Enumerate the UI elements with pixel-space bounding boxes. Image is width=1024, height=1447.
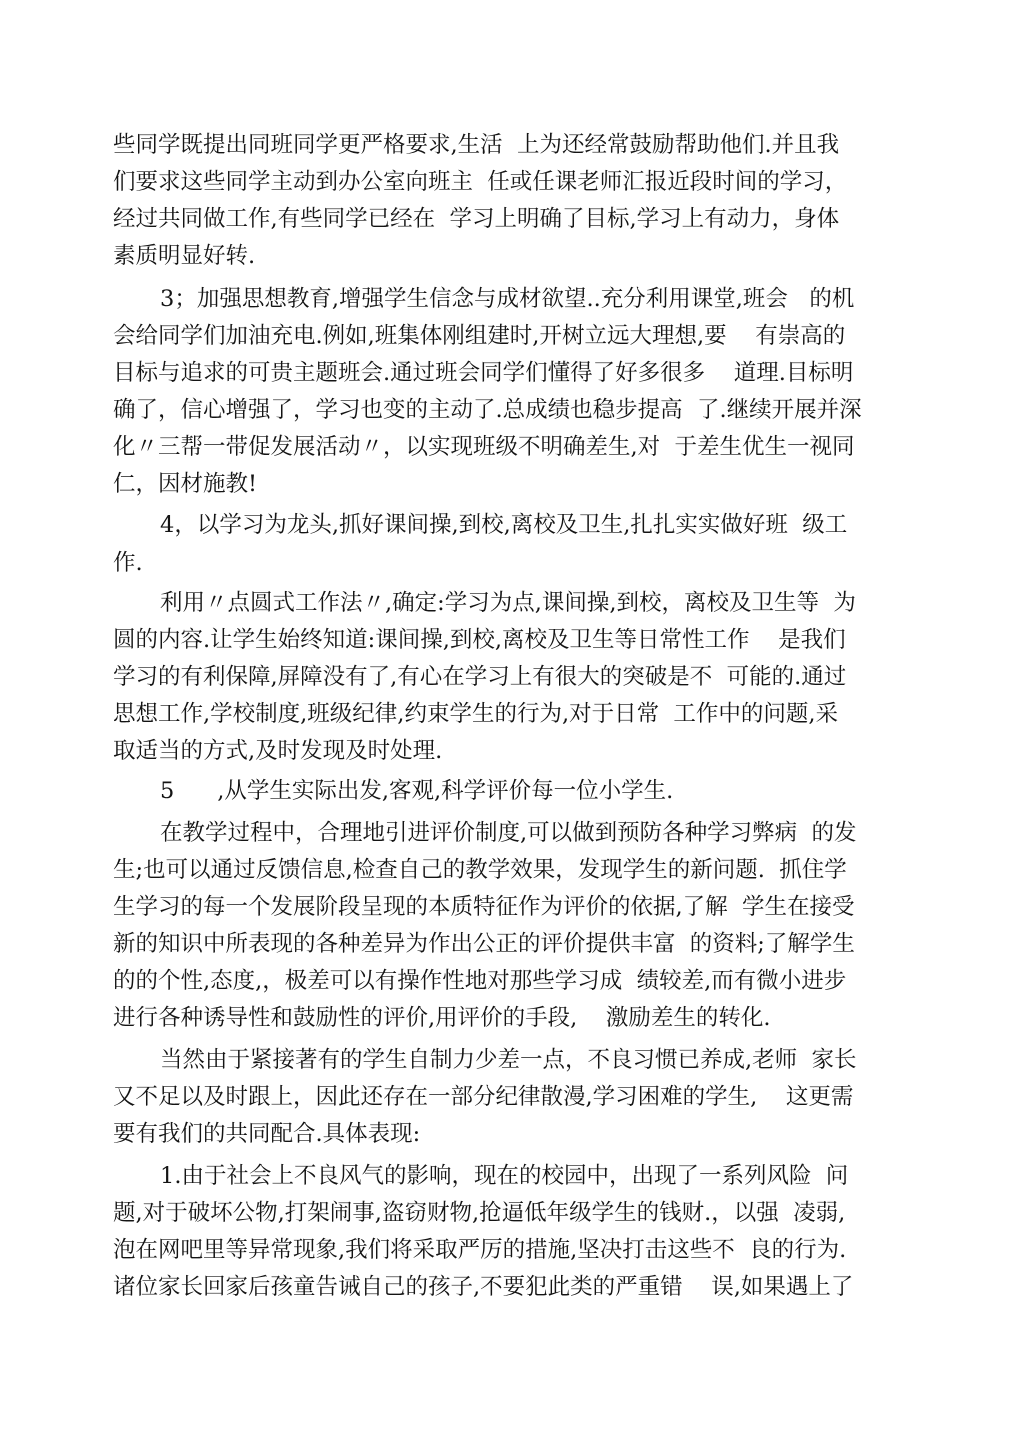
- text-line: 又不足以及时跟上，因此还存在一部分纪律散漫,学习困难的学生, 这更需: [113, 1084, 854, 1110]
- paragraph-start-line: 利用〃点圆式工作法〃,确定:学习为点,课间操,到校，离校及卫生等 为: [160, 590, 856, 616]
- text-line: 会给同学们加油充电.例如,班集体刚组建时,开树立远大理想,要 有崇高的: [113, 323, 846, 349]
- text-line: 素质明显好转.: [113, 243, 256, 269]
- text-line: 作.: [113, 550, 143, 576]
- text-line: 取适当的方式,及时发现及时处理.: [113, 738, 443, 764]
- paragraph-start-line: 3；加强思想教育,增强学生信念与成材欲望..充分利用课堂,班会 的机: [160, 286, 855, 312]
- paragraph-start-line: 4，以学习为龙头,抓好课间操,到校,离校及卫生,扎扎实实做好班 级工: [160, 512, 848, 538]
- text-line: 们要求这些同学主动到办公室向班主 任或任课老师汇报近段时间的学习，: [113, 169, 848, 195]
- text-line: 生学习的每一个发展阶段呈现的本质特征作为评价的依据,了解 学生在接受: [113, 894, 855, 920]
- text-line: 思想工作,学校制度,班级纪律,约束学生的行为,对于日常 工作中的问题,采: [113, 701, 839, 727]
- paragraph-start-line: 5 ,从学生实际出发,客观,科学评价每一位小学生.: [160, 778, 674, 804]
- text-line: 生;也可以通过反馈信息,检查自己的教学效果，发现学生的新问题. 抓住学: [113, 857, 847, 883]
- text-line: 泡在网吧里等异常现象,我们将采取严厉的措施,坚决打击这些不 良的行为.: [113, 1237, 847, 1263]
- text-line: 圆的内容.让学生始终知道:课间操,到校,离校及卫生等日常性工作 是我们: [113, 627, 846, 653]
- text-line: 的的个性,态度,，极差可以有操作性地对那些学习成 绩较差,而有微小进步: [113, 968, 847, 994]
- text-line: 经过共同做工作,有些同学已经在 学习上明确了目标,学习上有动力，身体: [113, 206, 840, 232]
- text-line: 化〃三帮一带促发展活动〃，以实现班级不明确差生,对 于差生优生一视同: [113, 434, 855, 460]
- text-line: 题,对于破坏公物,打架闹事,盗窃财物,抢逼低年级学生的钱财.，以强 凌弱,: [113, 1200, 846, 1226]
- text-line: 目标与追求的可贵主题班会.通过班会同学们懂得了好多很多 道理.目标明: [113, 360, 854, 386]
- text-line: 些同学既提出同班同学更严格要求,生活 上为还经常鼓励帮助他们.并且我: [113, 132, 840, 158]
- text-line: 要有我们的共同配合.具体表现:: [113, 1121, 421, 1147]
- paragraph-start-line: 当然由于紧接著有的学生自制力少差一点，不良习惯已养成,老师 家长: [160, 1047, 857, 1073]
- text-line: 进行各种诱导性和鼓励性的评价,用评价的手段, 激励差生的转化.: [113, 1005, 771, 1031]
- text-line: 确了，信心增强了，学习也变的主动了.总成绩也稳步提高 了.继续开展并深: [113, 397, 862, 423]
- text-line: 学习的有利保障,屏障没有了,有心在学习上有很大的突破是不 可能的.通过: [113, 664, 847, 690]
- paragraph-start-line: 1.由于社会上不良风气的影响，现在的校园中，出现了一系列风险 问: [160, 1163, 849, 1189]
- text-line: 仁，因材施教!: [113, 471, 258, 497]
- text-line: 诸位家长回家后孩童告诫自己的孩子,不要犯此类的严重错 误,如果遇上了: [113, 1274, 854, 1300]
- paragraph-start-line: 在教学过程中，合理地引进评价制度,可以做到预防各种学习弊病 的发: [160, 820, 857, 846]
- text-line: 新的知识中所表现的各种差异为作出公正的评价提供丰富 的资料;了解学生: [113, 931, 855, 957]
